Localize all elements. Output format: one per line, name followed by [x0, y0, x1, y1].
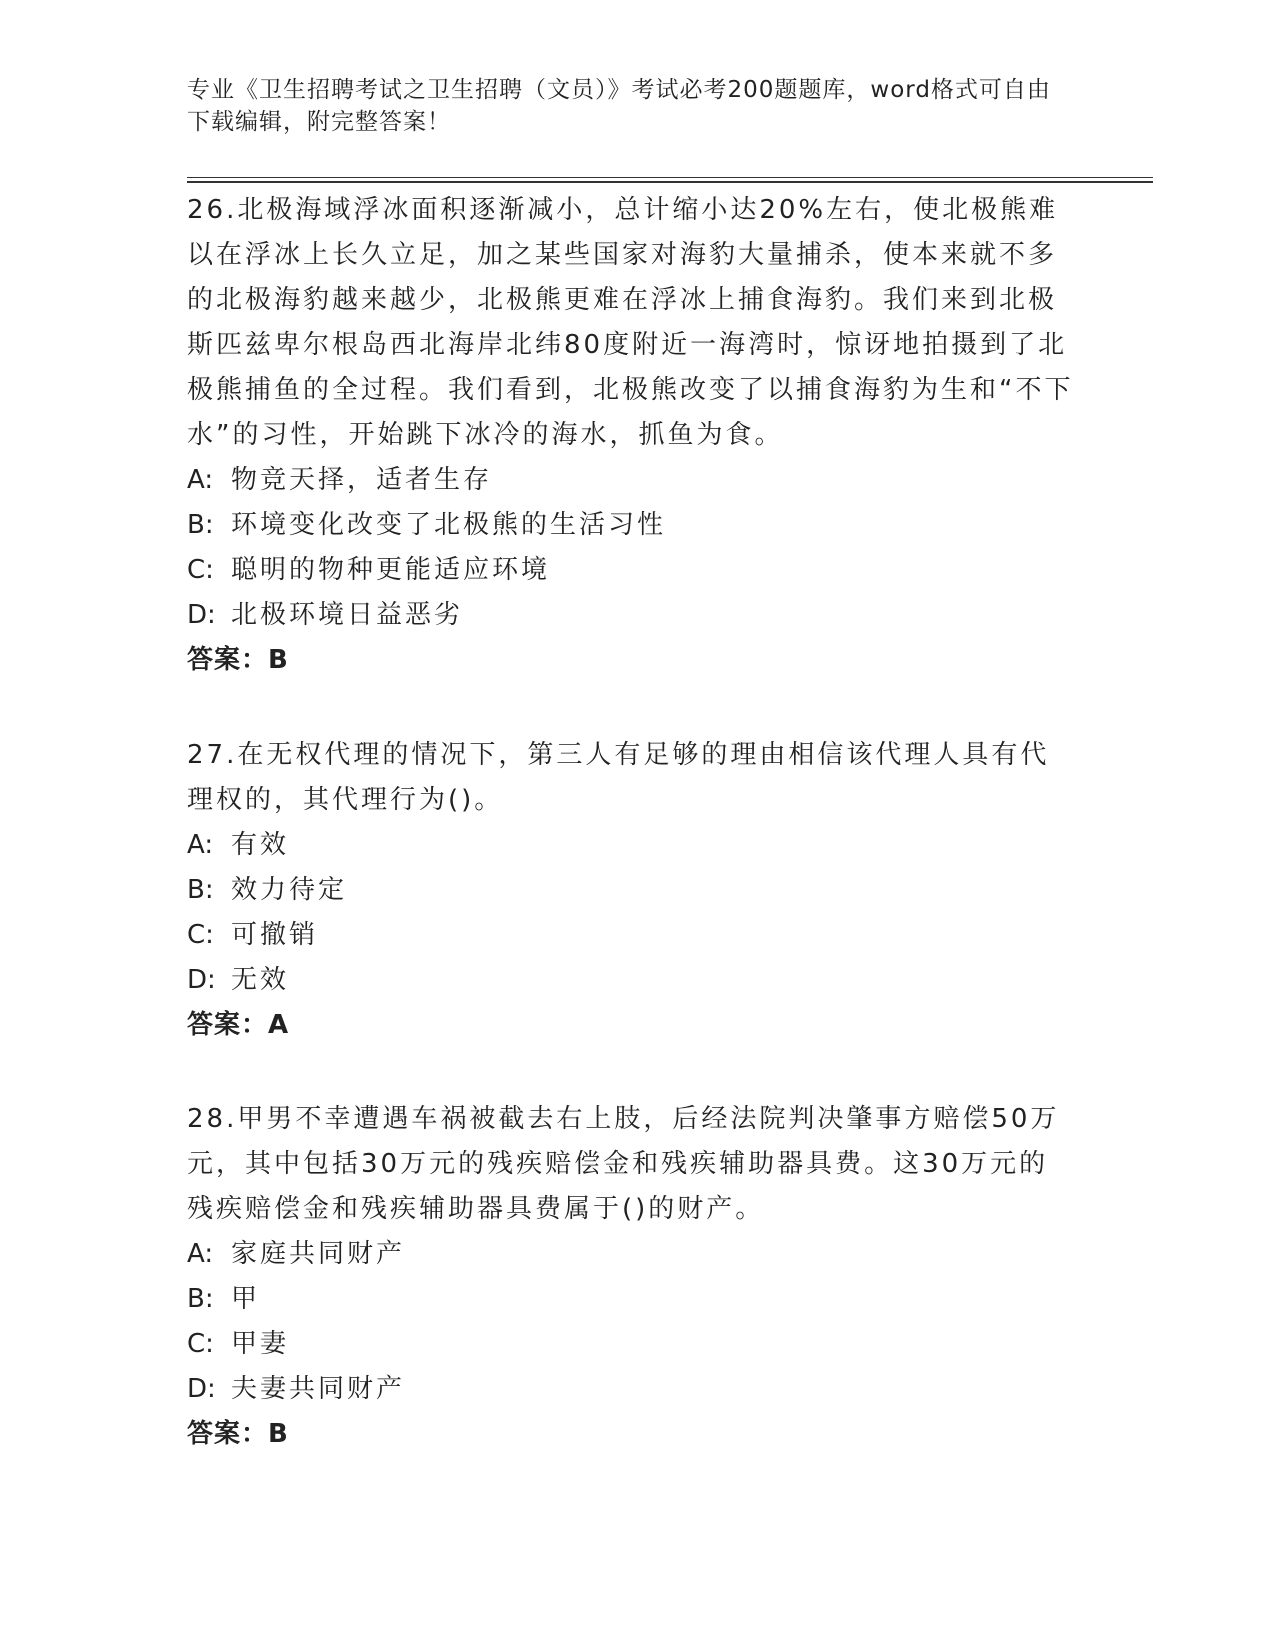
document-header: 专业《卫生招聘考试之卫生招聘（文员）》考试必考200题题库，word格式可自由下载编辑，附完整答案！ — [187, 77, 1051, 135]
option-b — [187, 503, 1087, 548]
option-letter: A: — [187, 465, 214, 495]
option-letter: D: — [187, 965, 216, 995]
question-26 — [187, 188, 1087, 683]
question-stem: 28.甲男不幸遭遇车祸被截去右上肢，后经法院判决肇事方赔偿50万元，其中包括30万元的残疾赔偿金和残疾辅助器具费。这30万元的残疾赔偿金和残疾辅助器具费属于()的财产。 — [187, 1104, 1060, 1224]
header-divider-top — [187, 177, 1153, 178]
option-text: 环境变化改变了北极熊的生活习性 — [231, 510, 667, 540]
option-text: 北极环境日益恶劣 — [231, 600, 464, 630]
option-letter: C: — [187, 920, 214, 950]
option-letter: C: — [187, 555, 214, 585]
option-d — [187, 1367, 1087, 1412]
option-text: 甲妻 — [231, 1329, 290, 1359]
option-text: 聪明的物种更能适应环境 — [231, 555, 551, 585]
option-text: 家庭共同财产 — [231, 1239, 406, 1269]
option-letter: D: — [187, 600, 216, 630]
option-text: 有效 — [231, 830, 290, 860]
option-letter: B: — [187, 875, 214, 905]
option-letter: B: — [187, 1284, 214, 1314]
option-text: 甲 — [231, 1284, 261, 1314]
question-27 — [187, 733, 1087, 1048]
option-letter: D: — [187, 1374, 216, 1404]
option-text: 可撤销 — [231, 920, 319, 950]
answer-line: 答案：B — [187, 1419, 289, 1449]
option-a — [187, 823, 1087, 868]
option-d — [187, 958, 1087, 1003]
option-c — [187, 548, 1087, 593]
question-stem: 27.在无权代理的情况下，第三人有足够的理由相信该代理人具有代理权的，其代理行为()。 — [187, 740, 1050, 815]
option-letter: B: — [187, 510, 214, 540]
option-b — [187, 1277, 1087, 1322]
option-a — [187, 458, 1087, 503]
option-c — [187, 1322, 1087, 1367]
option-c — [187, 913, 1087, 958]
answer-line: 答案：A — [187, 1010, 290, 1040]
header-divider-bottom — [187, 181, 1153, 183]
answer-line: 答案：B — [187, 645, 289, 675]
question-28 — [187, 1097, 1087, 1457]
option-text: 夫妻共同财产 — [231, 1374, 406, 1404]
option-b — [187, 868, 1087, 913]
option-letter: A: — [187, 830, 214, 860]
question-stem: 26.北极海域浮冰面积逐渐减小，总计缩小达20%左右，使北极熊难以在浮冰上长久立足，加之某些国家对海豹大量捕杀，使本来就不多的北极海豹越来越少，北极熊更难在浮冰上捕食海豹。我们来到北极斯匹兹卑尔根岛西北海岸北纬80度附近一海湾时，惊讶地拍摄到了北极熊捕鱼的全过程。我们看到，北极熊改变了以捕食海豹为生和“不下水”的习性，开始跳下冰冷的海水，抓鱼为食。 — [187, 195, 1074, 450]
option-letter: A: — [187, 1239, 214, 1269]
option-d — [187, 593, 1087, 638]
option-text: 无效 — [231, 965, 290, 995]
option-text: 物竞天择，适者生存 — [231, 465, 493, 495]
option-text: 效力待定 — [231, 875, 348, 905]
option-a — [187, 1232, 1087, 1277]
option-letter: C: — [187, 1329, 214, 1359]
